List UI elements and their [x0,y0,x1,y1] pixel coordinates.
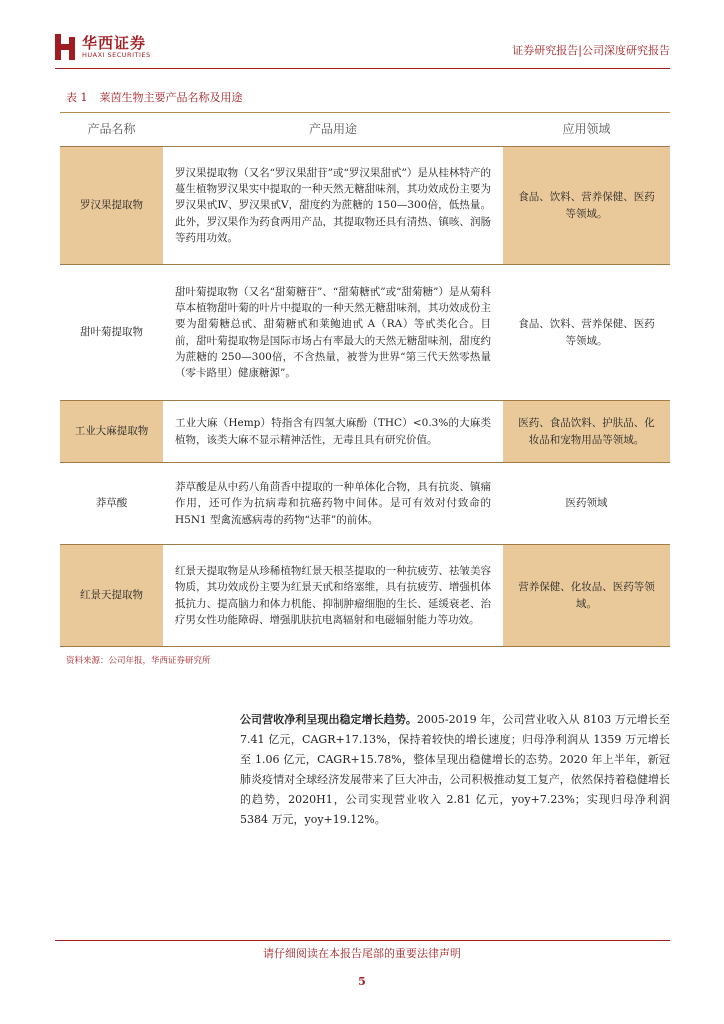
product-name: 红景天提取物 [60,545,163,647]
product-use: 甜叶菊提取物（又名“甜菊糖苷”、“甜菊糖甙”或“甜菊糖”）是从菊科草本植物甜叶菊的叶片中提取的一种天然无糖甜味剂，其功效成份主要为甜菊糖总甙、甜菊糖甙和莱鲍迪甙 A（RA）等甙类化合。目前，甜叶菊提取物是国际市场占有率最大的天然无糖甜味剂，甜度约为蔗糖的 250—300倍，不含热量，被誉为世界“第三代天然零热量（零卡路里）健康糖源”。 [163,265,503,401]
product-use: 红景天提取物是从珍稀植物红景天根茎提取的一种抗疲劳、祛皱美容物质，其功效成份主要为红景天甙和络塞维，具有抗疲劳、增强机体抵抗力、提高脑力和体力机能、抑制肿瘤细胞的生长、延缓衰老、治疗男女性功能障碍、增强肌肤抗电离辐射和电磁辐射能力等功效。 [163,545,503,647]
table-row [60,401,670,463]
page-header [0,0,724,70]
table-header-row [60,113,670,147]
paragraph-lead: 公司营收净利呈现出稳定增长趋势。 [240,713,417,726]
huaxi-logo-icon [55,34,75,60]
table-number: 表 1 [66,91,88,104]
header-product-name: 产品名称 [60,113,163,147]
table-row [60,147,670,265]
header-application-field: 应用领域 [503,113,670,147]
report-type: 证券研究报告|公司深度研究报告 [512,44,670,57]
products-table [60,112,670,647]
brand-name-en: HUAXI SECURITIES [82,51,151,59]
table-row [60,265,670,401]
page-number: 5 [358,975,366,988]
application-field: 食品、饮料、营养保健、医药等领域。 [503,265,670,401]
product-name: 莽草酸 [60,463,163,545]
application-field: 医药、食品饮料、护肤品、化妆品和宠物用品等领域。 [503,401,670,463]
product-use: 莽草酸是从中药八角茴香中提取的一种单体化合物，具有抗炎、镇痛作用，还可作为抗病毒和抗癌药物中间体。是可有效对付致命的 H5N1 型禽流感病毒的药物“达菲”的前体。 [163,463,503,545]
table-row [60,463,670,545]
legal-disclaimer: 请仔细阅读在本报告尾部的重要法律声明 [263,947,461,960]
paragraph-body: 2005-2019 年，公司营业收入从 8103 万元增长至 7.41 亿元，CAGR+17.13%，保持着较快的增长速度；归母净利润从 1359 万元增长至 1.06 亿元，CAGR+15.78%，整体呈现出稳健增长的态势。2020 年上半年，新冠肺炎疫情对全球经济发展带来了巨大冲击，公司积极推动复工复产，依然保持着稳健增长的趋势，2020H1，公司实现营业收入 2.81 亿元，yoy+7.23%；实现归母净利润5384 万元，yoy+19.12%。 [240,713,670,826]
revenue-paragraph [240,710,670,830]
table-source: 资料来源：公司年报，华西证券研究所 [66,656,211,666]
table-caption [66,89,243,105]
product-name: 工业大麻提取物 [60,401,163,463]
application-field: 营养保健、化妆品、医药等领域。 [503,545,670,647]
table-row [60,545,670,647]
product-name: 甜叶菊提取物 [60,265,163,401]
header-product-use: 产品用途 [163,113,503,147]
header-divider [55,68,670,69]
product-name: 罗汉果提取物 [60,147,163,265]
brand-name-cn: 华西证券 [82,34,147,52]
product-use: 罗汉果提取物（又名“罗汉果甜苷”或“罗汉果甜甙”）是从桂林特产的蔓生植物罗汉果实中提取的一种天然无糖甜味剂，其功效成份主要为罗汉果甙Ⅳ、罗汉果甙Ⅴ，甜度约为蔗糖的 150—300倍，低热量。此外，罗汉果作为药食两用产品，其提取物还具有清热、镇咳、润肠等药用功效。 [163,147,503,265]
product-use: 工业大麻（Hemp）特指含有四氢大麻酚（THC）<0.3%的大麻类植物，该类大麻不显示精神活性，无毒且具有研究价值。 [163,401,503,463]
footer-divider [55,940,670,941]
table-title: 莱茵生物主要产品名称及用途 [99,91,243,104]
application-field: 食品、饮料、营养保健、医药等领域。 [503,147,670,265]
application-field: 医药领域 [503,463,670,545]
